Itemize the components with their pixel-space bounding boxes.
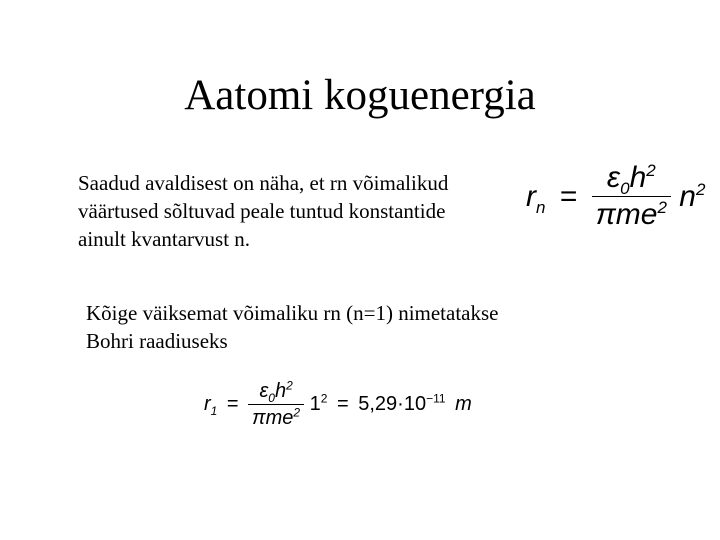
text-line: väärtused sõltuvad peale tuntud konstantide	[78, 199, 446, 223]
formula-rn	[526, 160, 705, 233]
formula-lhs: $r_1$	[204, 393, 218, 418]
equals-sign: =	[559, 179, 578, 213]
fraction-denominator: πme$^2$	[252, 405, 301, 429]
fraction-denominator: πme$^2$	[595, 198, 667, 231]
formula-fraction	[592, 160, 671, 233]
paragraph-bohr-radius	[86, 299, 586, 355]
fraction-numerator: $\varepsilon_0h^2$	[259, 378, 293, 405]
fraction-numerator: $\varepsilon_0h^2$	[606, 161, 656, 198]
slide-title: Aatomi koguenergia	[184, 72, 536, 119]
text-line: Saadud avaldisest on näha, et rn võimalikud	[78, 171, 449, 195]
text-line: Kõige väiksemat võimaliku rn (n=1) nimetatakse	[86, 301, 499, 325]
formula-factor: $n^2$	[679, 179, 706, 213]
formula-factor: $1^2$	[309, 391, 328, 415]
formula-lhs: $r_n$	[526, 179, 546, 217]
text-line: Bohri raadiuseks	[86, 329, 228, 353]
paragraph-rn-description	[78, 169, 508, 253]
formula-value: $5,29\cdot 10^{-11}$	[358, 391, 446, 415]
equals-sign: =	[226, 393, 239, 415]
formula-fraction	[248, 378, 304, 431]
formula-unit: m	[455, 393, 472, 415]
equals-sign: =	[336, 393, 349, 415]
text-line: ainult kvantarvust n.	[78, 227, 251, 251]
formula-r1	[204, 378, 472, 431]
